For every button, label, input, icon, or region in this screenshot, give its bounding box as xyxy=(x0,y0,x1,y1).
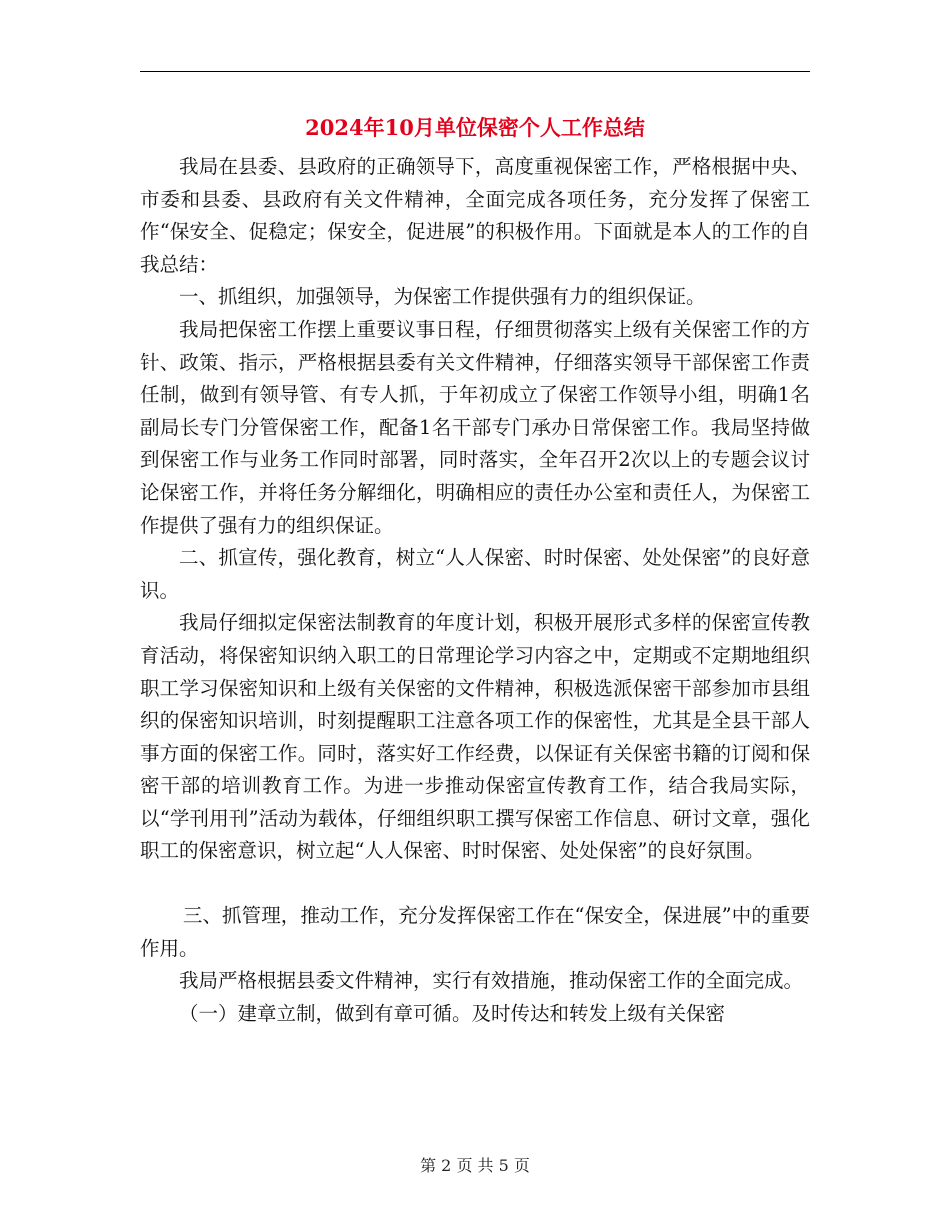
heading-section-1: 一、抓组织，加强领导，为保密工作提供强有力的组织保证。 xyxy=(179,285,706,309)
paragraph-section-2: 我局仔细拟定保密法制教育的年度计划，积极开展形式多样的保密宣传教育活动，将保密知识纳入职工的日常理论学习内容之中，定期或不定期地组织职工学习保密知识和上级有关保密的文件精神，积极选派保密干部参加市县组织的保密知识培训，时刻提醒职工注意各项工作的保密性，尤其是全县干部人事方面的保密工作。同时，落实好工作经费，以保证有关保密书籍的订阅和保密干部的培训教育工作。为进一步推动保密宣传教育工作，结合我局实际，以“学刊用刊”活动为载体，仔细组织职工撰写保密工作信息、研讨文章，强化职工的保密意识，树立起“人人保密、时时保密、处处保密”的良好氛围。 xyxy=(140,611,810,863)
heading-section-2: 二、抓宣传，强化教育，树立“人人保密、时时保密、处处保密”的良好意识。 xyxy=(140,546,810,602)
document-title: 2024年10月单位保密个人工作总结 xyxy=(305,115,645,140)
document-body xyxy=(140,151,810,1030)
header-rule xyxy=(140,71,810,72)
blank-line xyxy=(140,868,810,900)
paragraph-section-3: 我局严格根据县委文件精神，实行有效措施，推动保密工作的全面完成。 xyxy=(179,969,804,993)
paragraph-section-1: 我局把保密工作摆上重要议事日程，仔细贯彻落实上级有关保密工作的方针、政策、指示，严格根据县委有关文件精神，仔细落实领导干部保密工作责任制，做到有领导管、有专人抓，于年初成立了保密工作领导小组，明确1名副局长专门分管保密工作，配备1名干部专门承办日常保密工作。我局坚持做到保密工作与业务工作同时部署，同时落实，全年召开2次以上的专题会议讨论保密工作，并将任务分解细化，明确相应的责任办公室和责任人，为保密工作提供了强有力的组织保证。 xyxy=(140,317,810,537)
paragraph-intro: 我局在县委、县政府的正确领导下，高度重视保密工作，严格根据中央、市委和县委、县政府有关文件精神，全面完成各项任务，充分发挥了保密工作“保安全、促稳定；保安全，促进展”的积极作用。下面就是本人的工作的自我总结： xyxy=(140,155,810,276)
subheading-3-1: （一）建章立制，做到有章可循。及时传达和转发上级有关保密 xyxy=(179,1001,726,1025)
page-number: 第 2 页 共 5 页 xyxy=(420,1156,530,1175)
heading-section-3: 三、抓管理，推动工作，充分发挥保密工作在“保安全，保进展”中的重要作用。 xyxy=(140,904,810,960)
